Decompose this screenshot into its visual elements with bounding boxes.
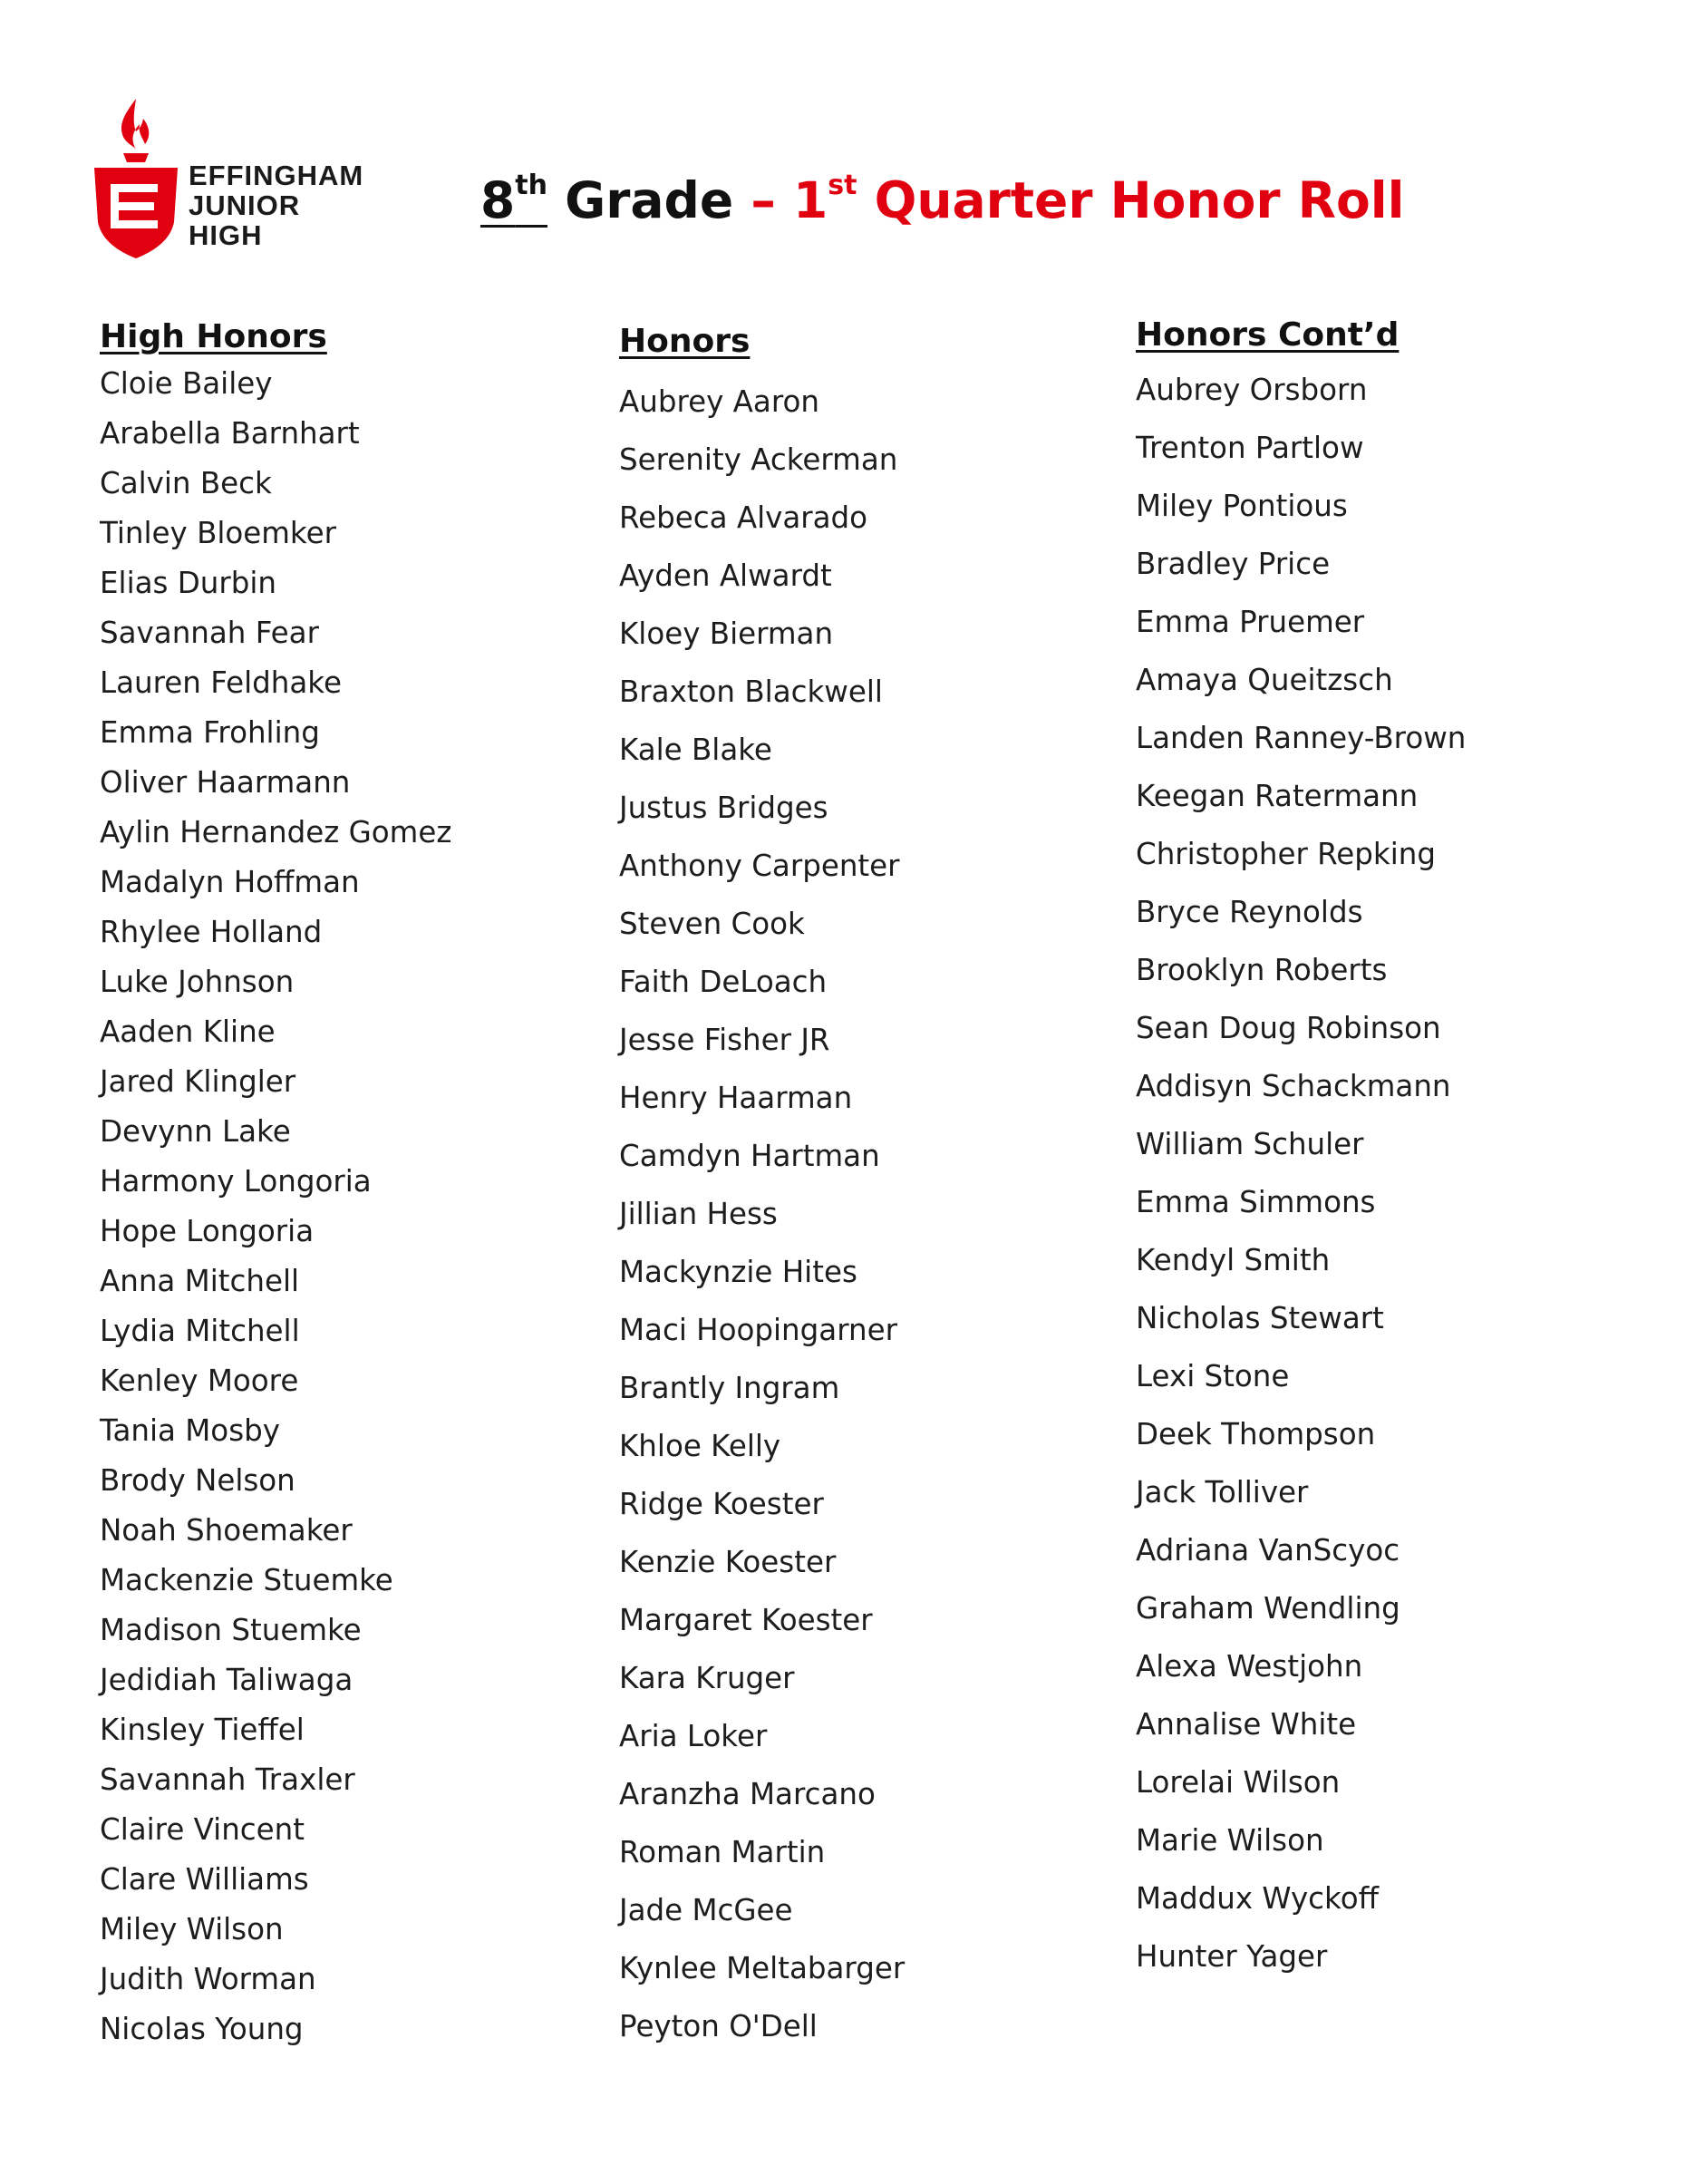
list-item: Aubrey Aaron — [619, 384, 819, 419]
list-item: Faith DeLoach — [619, 965, 828, 999]
list-item: Jesse Fisher JR — [619, 1023, 830, 1057]
title-rest: Quarter Honor Roll — [857, 171, 1405, 229]
list-item: Tania Mosby — [100, 1413, 280, 1448]
list-item: Steven Cook — [619, 907, 805, 941]
grade-number: 8th — [480, 170, 547, 229]
list-item: Judith Worman — [100, 1962, 316, 1996]
list-item: Rhylee Holland — [100, 915, 323, 949]
list-item: Amaya Queitzsch — [1136, 663, 1393, 697]
name-list — [619, 373, 905, 2055]
list-item: Addisyn Schackmann — [1136, 1069, 1451, 1103]
list-item: Justus Bridges — [619, 791, 828, 825]
list-item: Clare Williams — [100, 1862, 309, 1897]
grade-word: Grade — [547, 171, 734, 229]
list-item: Madalyn Hoffman — [100, 865, 360, 899]
school-logo — [91, 95, 399, 263]
list-item: Lydia Mitchell — [100, 1314, 300, 1348]
list-item: Alexa Westjohn — [1136, 1649, 1363, 1684]
list-item: William Schuler — [1136, 1127, 1364, 1161]
list-item: Anna Mitchell — [100, 1264, 300, 1298]
list-item: Maddux Wyckoff — [1136, 1881, 1379, 1916]
list-item: Luke Johnson — [100, 965, 295, 999]
list-item: Harmony Longoria — [100, 1164, 372, 1199]
list-item: Bradley Price — [1136, 547, 1331, 581]
list-item: Khloe Kelly — [619, 1429, 781, 1463]
list-item: Braxton Blackwell — [619, 675, 883, 709]
list-item: Calvin Beck — [100, 466, 272, 500]
list-item: Landen Ranney-Brown — [1136, 721, 1467, 755]
list-item: Sean Doug Robinson — [1136, 1011, 1441, 1045]
list-item: Ayden Alwardt — [619, 558, 832, 593]
list-item: Lorelai Wilson — [1136, 1765, 1341, 1800]
list-item: Aaden Kline — [100, 1014, 276, 1049]
list-item: Hope Longoria — [100, 1214, 315, 1248]
list-item: Claire Vincent — [100, 1812, 305, 1847]
list-item: Adriana VanScyoc — [1136, 1533, 1400, 1568]
list-item: Cloie Bailey — [100, 366, 273, 401]
honors-contd-column — [1136, 314, 1466, 1985]
list-item: Kloey Bierman — [619, 616, 834, 651]
list-item: Aylin Hernandez Gomez — [100, 815, 452, 849]
list-item: Aria Loker — [619, 1719, 768, 1753]
list-item: Marie Wilson — [1136, 1823, 1324, 1858]
title-dash: – — [733, 171, 793, 229]
list-item: Aranzha Marcano — [619, 1777, 876, 1811]
list-item: Kendyl Smith — [1136, 1243, 1331, 1277]
torch-shield-icon — [91, 95, 181, 263]
list-item: Bryce Reynolds — [1136, 895, 1363, 929]
high-honors-column — [100, 315, 451, 2054]
list-item: Jedidiah Taliwaga — [100, 1663, 354, 1697]
list-item: Kara Kruger — [619, 1661, 795, 1695]
logo-line-2: JUNIOR — [189, 189, 301, 221]
list-item: Savannah Traxler — [100, 1762, 355, 1797]
list-item: Emma Simmons — [1136, 1185, 1376, 1219]
list-item: Jared Klingler — [100, 1064, 296, 1099]
list-item: Savannah Fear — [100, 616, 319, 650]
list-item: Roman Martin — [619, 1835, 826, 1869]
list-item: Kenley Moore — [100, 1364, 299, 1398]
list-item: Keegan Ratermann — [1136, 779, 1419, 813]
list-item: Graham Wendling — [1136, 1591, 1400, 1626]
list-item: Margaret Koester — [619, 1603, 873, 1637]
list-item: Serenity Ackerman — [619, 442, 898, 477]
list-item: Kynlee Meltabarger — [619, 1951, 906, 1985]
list-item: Miley Wilson — [100, 1912, 284, 1946]
list-item: Emma Frohling — [100, 715, 320, 750]
list-item: Devynn Lake — [100, 1114, 291, 1149]
list-item: Kenzie Koester — [619, 1545, 837, 1579]
list-item: Jade McGee — [619, 1893, 793, 1927]
name-list — [100, 359, 451, 2054]
list-item: Jack Tolliver — [1136, 1475, 1309, 1509]
list-item: Mackynzie Hites — [619, 1255, 857, 1289]
list-item: Henry Haarman — [619, 1081, 853, 1115]
list-item: Trenton Partlow — [1136, 431, 1364, 465]
list-item: Arabella Barnhart — [100, 416, 360, 451]
list-item: Kale Blake — [619, 733, 772, 767]
logo-line-3: HIGH — [189, 219, 263, 251]
list-item: Christopher Repking — [1136, 837, 1436, 871]
list-item: Jillian Hess — [619, 1197, 778, 1231]
list-item: Maci Hoopingarner — [619, 1313, 897, 1347]
list-item: Annalise White — [1136, 1707, 1357, 1742]
list-item: Peyton O'Dell — [619, 2009, 818, 2043]
column-heading: Honors — [619, 323, 751, 360]
list-item: Brody Nelson — [100, 1463, 295, 1498]
list-item: Tinley Bloemker — [100, 516, 336, 550]
list-item: Lauren Feldhake — [100, 665, 342, 700]
list-item: Mackenzie Stuemke — [100, 1563, 393, 1597]
list-item: Miley Pontious — [1136, 489, 1348, 523]
list-item: Madison Stuemke — [100, 1613, 362, 1647]
list-item: Brooklyn Roberts — [1136, 953, 1388, 987]
name-list — [1136, 361, 1466, 1985]
list-item: Oliver Haarmann — [100, 765, 351, 800]
logo-wordmark — [189, 160, 363, 250]
list-item: Hunter Yager — [1136, 1939, 1328, 1974]
honors-column — [619, 320, 905, 2055]
list-item: Deek Thompson — [1136, 1417, 1376, 1451]
list-item: Aubrey Orsborn — [1136, 373, 1368, 407]
list-item: Kinsley Tieffel — [100, 1713, 305, 1747]
page-title — [480, 154, 1405, 232]
list-item: Elias Durbin — [100, 566, 277, 600]
list-item: Ridge Koester — [619, 1487, 824, 1521]
list-item: Anthony Carpenter — [619, 849, 900, 883]
list-item: Brantly Ingram — [619, 1371, 840, 1405]
logo-line-1: EFFINGHAM — [189, 160, 364, 191]
list-item: Emma Pruemer — [1136, 605, 1365, 639]
list-item: Nicolas Young — [100, 2012, 304, 2046]
column-heading: High Honors — [100, 318, 327, 355]
list-item: Nicholas Stewart — [1136, 1301, 1384, 1335]
quarter-number: 1st — [792, 170, 857, 229]
list-item: Lexi Stone — [1136, 1359, 1290, 1393]
column-heading: Honors Cont’d — [1136, 316, 1400, 354]
list-item: Noah Shoemaker — [100, 1513, 353, 1548]
list-item: Camdyn Hartman — [619, 1139, 880, 1173]
list-item: Rebeca Alvarado — [619, 500, 868, 535]
